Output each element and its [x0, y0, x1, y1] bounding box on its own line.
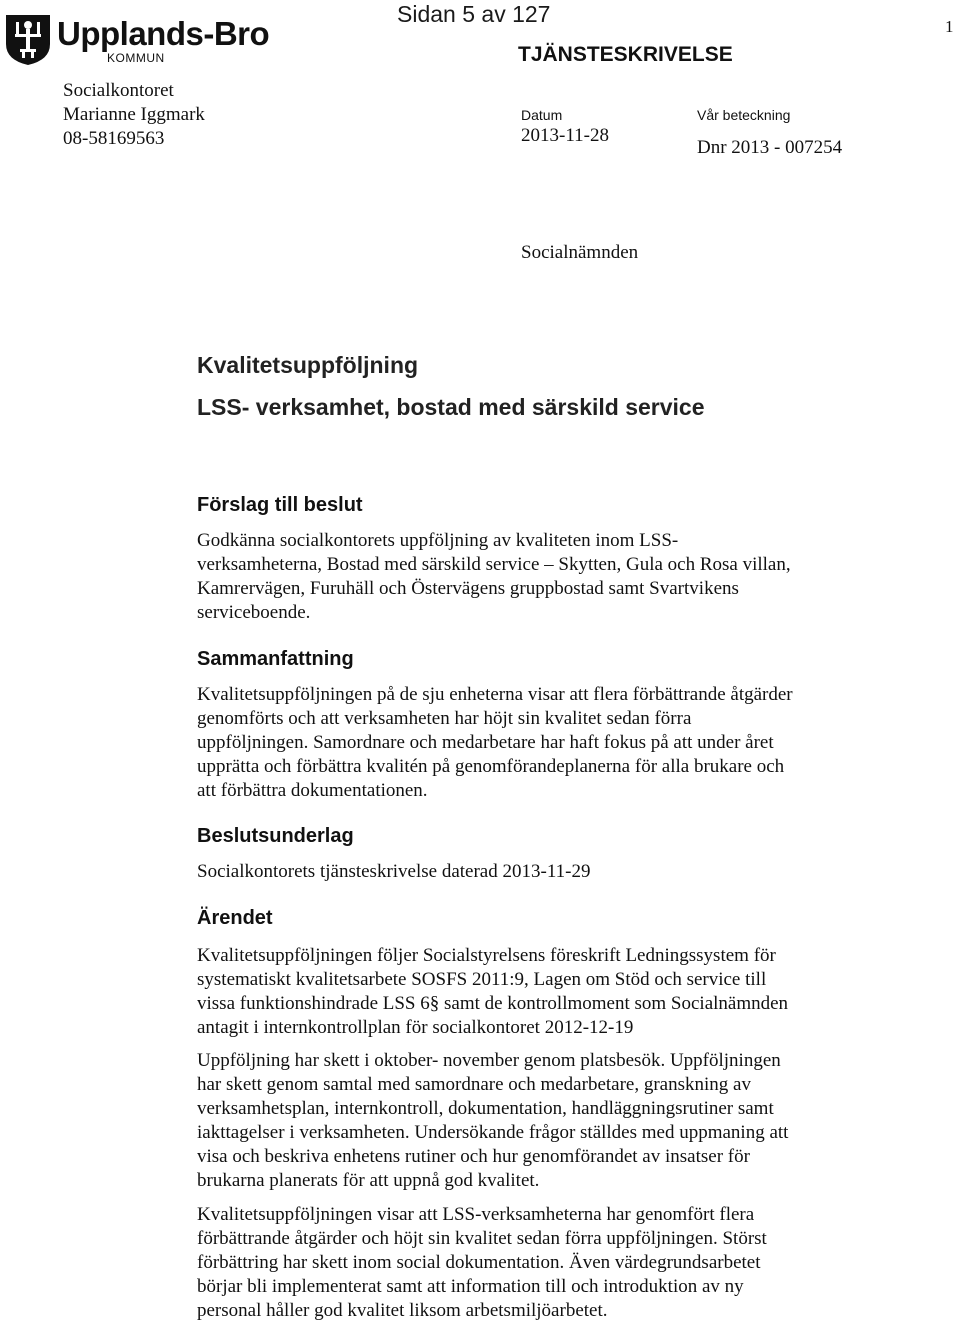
reference-value: Dnr 2013 - 007254 — [697, 137, 843, 158]
sender-name: Marianne Iggmark — [63, 104, 205, 125]
text-line: förbättrande åtgärder och höjt sin kvalitet sedan förra uppföljningen. Störst — [197, 1228, 767, 1249]
text-line: Kvalitetsuppföljningen visar att LSS-verksamheterna har genomfört flera — [197, 1204, 755, 1225]
text-line: verksamhetsplan, internkontroll, dokumentation, handläggningsrutiner samt — [197, 1098, 774, 1119]
basis-text — [197, 860, 897, 884]
text-line: antagit i internkontrollplan för socialkontoret 2012-12-19 — [197, 1017, 634, 1038]
document-type: TJÄNSTESKRIVELSE — [518, 43, 733, 66]
sender-block — [63, 79, 205, 151]
text-line: systematiskt kvalitetsarbete SOSFS 2011:9, Lagen om Stöd och service till — [197, 969, 767, 990]
text-line: Kamrervägen, Furuhäll och Östervägens gruppbostad samt Svartvikens — [197, 578, 739, 599]
coat-of-arms-icon — [6, 15, 50, 65]
document-title: Kvalitetsuppföljning — [197, 352, 419, 378]
text-line: iakttagelser i verksamheten. Undersökande frågor ställdes med uppmaning att — [197, 1122, 789, 1143]
matter-paragraph-2 — [197, 1049, 897, 1193]
matter-heading: Ärendet — [197, 907, 273, 929]
text-line: personal håller god kvalitet liksom arbetsmiljöarbetet. — [197, 1300, 608, 1321]
text-line: serviceboende. — [197, 602, 311, 623]
page-indicator: Sidan 5 av 127 — [397, 1, 551, 27]
text-line: genomförts och att verksamheten har höjt sin kvalitet sedan förra — [197, 708, 692, 729]
page-number: 1 — [945, 17, 954, 36]
sender-office: Socialkontoret — [63, 80, 174, 101]
text-line: Uppföljning har skett i oktober- november genom platsbesök. Uppföljningen — [197, 1050, 781, 1071]
text-line: Socialkontorets tjänsteskrivelse daterad 2013-11-29 — [197, 861, 591, 882]
proposal-heading: Förslag till beslut — [197, 494, 363, 516]
text-line: Godkänna socialkontorets uppföljning av kvaliteten inom LSS- — [197, 530, 679, 551]
logo-wordmark: Upplands-Bro — [57, 15, 270, 52]
text-line: har skett genom samtal med samordnare och medarbetare, granskning av — [197, 1074, 751, 1095]
text-line: Kvalitetsuppföljningen på de sju enheterna visar att flera förbättrande åtgärder — [197, 684, 793, 705]
matter-paragraph-1 — [197, 944, 897, 1040]
text-line: förbättring har skett inom social dokumentation. Även värdegrundsarbetet — [197, 1252, 761, 1273]
proposal-text — [197, 529, 897, 625]
reference-label: Vår beteckning — [697, 107, 791, 123]
text-line: brukarna planerats för att uppnå god kvalitet. — [197, 1170, 540, 1191]
text-line: uppföljningen. Samordnare och medarbetare har haft fokus på att under året — [197, 732, 774, 753]
summary-text — [197, 683, 897, 803]
basis-heading: Beslutsunderlag — [197, 825, 354, 847]
text-line: Kvalitetsuppföljningen följer Socialstyrelsens föreskrift Ledningssystem för — [197, 945, 776, 966]
text-line: att förbättra dokumentationen. — [197, 780, 428, 801]
text-line: börjar bli implementerat samt att information till och introduktion av ny — [197, 1276, 744, 1297]
text-line: upprätta och förbättra kvalitén på genomförandeplanerna för alla brukare och — [197, 756, 785, 777]
text-line: visa och beskriva enhetens rutiner och hur genomförandet av insatser för — [197, 1146, 750, 1167]
upplands-bro-logo — [3, 12, 288, 66]
matter-paragraph-3 — [197, 1203, 897, 1323]
summary-heading: Sammanfattning — [197, 648, 354, 670]
sender-phone: 08-58169563 — [63, 128, 165, 149]
text-line: vissa funktionshindrade LSS 6§ samt de kontrollmoment som Socialnämnden — [197, 993, 789, 1014]
document-subtitle: LSS- verksamhet, bostad med särskild service — [197, 394, 705, 420]
recipient: Socialnämnden — [521, 242, 639, 263]
date-value: 2013-11-28 — [521, 125, 609, 146]
text-line: verksamheterna, Bostad med särskild service – Skytten, Gula och Rosa villan, — [197, 554, 791, 575]
date-label: Datum — [521, 107, 563, 123]
logo-subtext: KOMMUN — [107, 51, 165, 65]
